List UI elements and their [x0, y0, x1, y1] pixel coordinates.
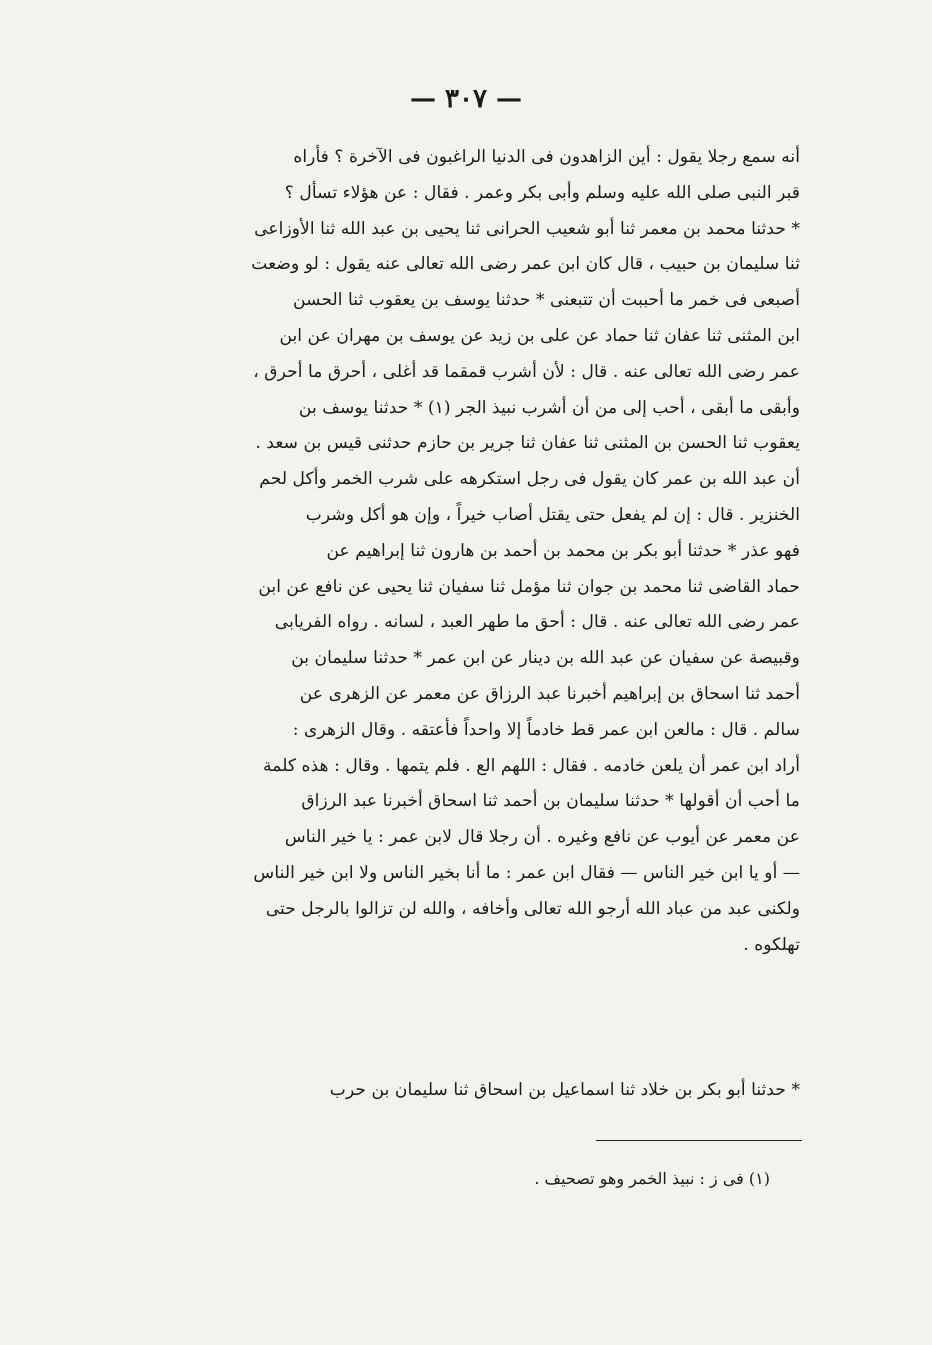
closing-line: * حدثنا أبو بكر بن خلاد ثنا اسماعيل بن اسحاق ثنا سليمان بن حرب [329, 1080, 800, 1100]
text-line: عن معمر عن أيوب عن نافع وغيره . أن رجلا قال لابن عمر : يا خير الناس [284, 827, 800, 848]
text-line: ابن المثنى ثنا عفان ثنا حماد عن على بن زيد عن يوسف بن مهران عن ابن [279, 325, 800, 346]
text-line: قبر النبى صلى الله عليه وسلم وأبى بكر وعمر . فقال : عن هؤلاء تسأل ؟ [284, 182, 800, 203]
text-line: أراد ابن عمر أن يلعن خادمه . فقال : اللهم الع . فلم يتمها . وقال : هذه كلمة [263, 755, 800, 776]
text-line: ما أحب أن أقولها * حدثنا سليمان بن أحمد ثنا اسحاق أخبرنا عبد الرزاق [301, 791, 800, 812]
text-line: وأبقى ما أبقى ، أحب إلى من أن أشرب نبيذ الجر (١) * حدثنا يوسف بن [298, 397, 800, 418]
main-text-block [180, 140, 800, 963]
text-line: يعقوب ثنا الحسن بن المثنى ثنا عفان ثنا جرير بن حازم حدثنى قيس بن سعد . [255, 433, 800, 454]
text-line: وقبيصة عن سفيان عن عبد الله بن دينار عن ابن عمر * حدثنا سليمان بن [291, 648, 800, 669]
text-line: حماد القاضى ثنا محمد بن جوان ثنا مؤمل ثنا سفيان ثنا يحيى عن نافع عن ابن [258, 576, 800, 597]
text-line: أنه سمع رجلا يقول : أين الزاهدون فى الدنيا الراغبون فى الآخرة ؟ فأراه [293, 147, 800, 167]
page-number: — ٣٠٧ — [409, 84, 523, 114]
footnote: (١) فى ز : نبيذ الخمر وهو تصحيف . [534, 1169, 770, 1188]
text-line: ولكنى عبد من عباد الله أرجو الله تعالى وأخافه ، والله لن تزالوا بالرجل حتى [265, 898, 800, 919]
text-line: الخنزير . قال : إن لم يفعل حتى يقتل أصاب خيراً ، وإن هو أكل وشرب [305, 504, 800, 525]
text-line: فهو عذر * حدثنا أبو بكر بن محمد بن أحمد بن هارون ثنا إبراهيم عن [326, 540, 800, 561]
footnote-divider [596, 1140, 802, 1141]
text-line: ثنا سليمان بن حبيب ، قال كان ابن عمر رضى الله تعالى عنه يقول : لو وضعت [251, 254, 800, 275]
text-line: سالم . قال : مالعن ابن عمر قط خادماً إلا واحداً فأعتقه . وقال الزهرى : [292, 719, 800, 740]
text-line: عمر رضى الله تعالى عنه . قال : أحق ما طهر العبد ، لسانه . رواه الفريابى [274, 612, 800, 633]
text-line: أن عبد الله بن عمر كان يقول فى رجل استكرهه على شرب الخمر وأكل لحم [259, 469, 800, 490]
text-line: * حدثنا محمد بن معمر ثنا أبو شعيب الحرانى ثنا يحيى بن عبد الله ثنا الأوزاعى [254, 218, 800, 239]
text-line: أصبعى فى خمر ما أحببت أن تتبعنى * حدثنا يوسف بن يعقوب ثنا الحسن [293, 290, 800, 311]
text-line: عمر رضى الله تعالى عنه . قال : لأن أشرب قمقما قد أغلى ، أحرق ما أحرق ، [253, 361, 800, 382]
text-line: تهلكوه . [743, 934, 800, 955]
text-line: — أو يا ابن خير الناس — فقال ابن عمر : ما أنا بخير الناس ولا ابن خير الناس [253, 862, 800, 883]
text-line: أحمد ثنا اسحاق بن إبراهيم أخبرنا عبد الرزاق عن معمر عن الزهرى عن [299, 683, 800, 704]
